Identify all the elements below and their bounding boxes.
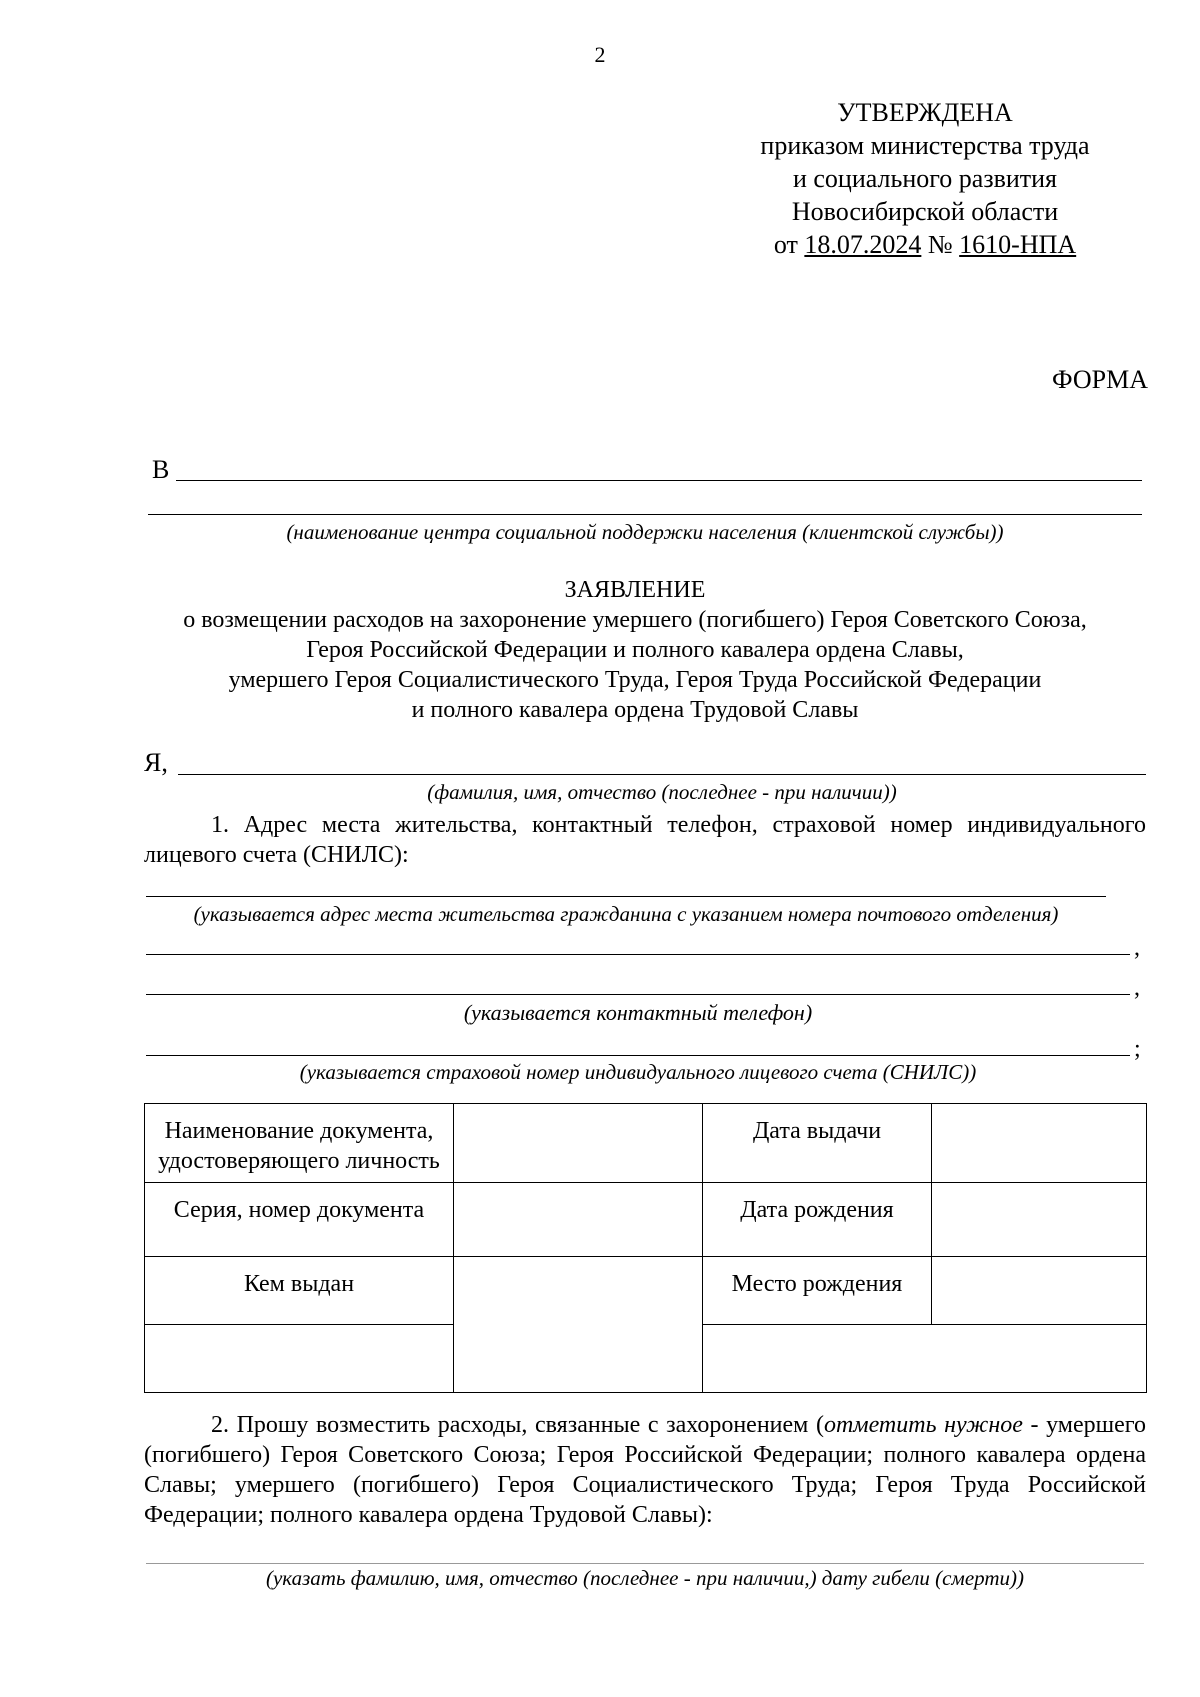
birth-date-field[interactable]: [932, 1183, 1147, 1257]
document-table: [144, 1103, 1147, 1393]
section-2-text-end: - умершего (погибшего) Героя Советского Союза; Героя Российской Федерации; полного кавалера ордена Славы; умершего (погибшего) Героя Социалистического Труда; Героя Труда Российской Федерации; полного кавалера ордена Трудовой Славы):: [144, 1412, 1146, 1528]
issue-date-field[interactable]: [932, 1104, 1147, 1183]
statement-title: [140, 575, 1130, 725]
approval-order-line: [700, 228, 1150, 261]
snils-hint: (указывается страховой номер индивидуального лицевого счета (СНИЛС)): [299, 1060, 977, 1084]
issued-by-field[interactable]: [454, 1257, 703, 1393]
section-2-text: [144, 1410, 1146, 1530]
address-hint: (указывается адрес места жительства гражданина с указанием номера почтового отделения): [193, 902, 1059, 926]
birth-place-blank: [932, 1257, 1147, 1325]
series-number-field[interactable]: [454, 1183, 703, 1257]
section-1-text-content: 1. Адрес места жительства, контактный телефон, страховой номер индивидуального лицевого счета (СНИЛС):: [144, 812, 1146, 868]
address-input-line[interactable]: [146, 896, 1106, 897]
section-2-text-italic: отметить нужное: [823, 1412, 1023, 1438]
phone-input-line-1[interactable]: [146, 954, 1130, 955]
issued-by-label: Кем выдан: [145, 1257, 454, 1325]
phone-line-1-comma: ,: [1134, 935, 1140, 961]
statement-subtitle-2: Героя Российской Федерации и полного кавалера ордена Славы,: [306, 637, 964, 663]
approval-prefix: от: [773, 230, 798, 259]
addressee-hint: (наименование центра социальной поддержки населения (клиентской службы)): [286, 520, 1004, 544]
snils-input-line[interactable]: [146, 1055, 1130, 1056]
applicant-prefix: Я,: [144, 748, 168, 777]
birth-place-label: Место рождения: [703, 1257, 932, 1325]
approval-title: УТВЕРЖДЕНА: [837, 98, 1013, 127]
issued-by-extra-field[interactable]: [145, 1325, 454, 1393]
approval-number-sign: №: [927, 230, 953, 259]
series-number-label: Серия, номер документа: [145, 1183, 454, 1257]
statement-subtitle-3: умершего Героя Социалистического Труда, Героя Труда Российской Федерации: [228, 667, 1042, 693]
approval-line-2: приказом министерства труда: [760, 131, 1090, 160]
birth-date-label: Дата рождения: [703, 1183, 932, 1257]
addressee-input-line-1[interactable]: [176, 480, 1142, 481]
phone-input-line-2[interactable]: [146, 994, 1130, 995]
page-number: 2: [594, 42, 606, 67]
deceased-info-line[interactable]: [146, 1563, 1144, 1564]
phone-line-2-comma: ,: [1134, 975, 1140, 1001]
addressee-input-line-2[interactable]: [148, 514, 1142, 515]
statement-heading: ЗАЯВЛЕНИЕ: [564, 577, 706, 603]
section-1-text: [144, 810, 1146, 870]
statement-subtitle-4: и полного кавалера ордена Трудовой Славы: [411, 697, 859, 723]
approval-line-4: Новосибирской области: [791, 197, 1059, 226]
doc-name-field[interactable]: [454, 1104, 703, 1183]
approval-block: [700, 96, 1150, 261]
section-2-text-start: 2. Прошу возместить расходы, связанные с захоронением (: [211, 1412, 824, 1438]
doc-name-label: Наименование документа, удостоверяющего личность: [145, 1104, 454, 1183]
snils-semicolon: ;: [1134, 1036, 1141, 1062]
approval-number: 1610-НПА: [959, 230, 1077, 259]
approval-line-3: и социального развития: [792, 164, 1058, 193]
applicant-hint: (фамилия, имя, отчество (последнее - при наличии)): [427, 780, 897, 804]
addressee-prefix: В: [152, 455, 170, 484]
deceased-info-hint: (указать фамилию, имя, отчество (последнее - при наличии,) дату гибели (смерти)): [265, 1566, 1025, 1590]
phone-hint: (указывается контактный телефон): [463, 1000, 813, 1025]
statement-subtitle-1: о возмещении расходов на захоронение умершего (погибшего) Героя Советского Союза,: [183, 607, 1087, 633]
applicant-name-line[interactable]: [178, 774, 1146, 775]
birth-place-field[interactable]: [703, 1325, 1147, 1393]
approval-date: 18.07.2024: [804, 230, 922, 259]
form-label: ФОРМА: [1052, 365, 1148, 394]
issue-date-label: Дата выдачи: [703, 1104, 932, 1183]
